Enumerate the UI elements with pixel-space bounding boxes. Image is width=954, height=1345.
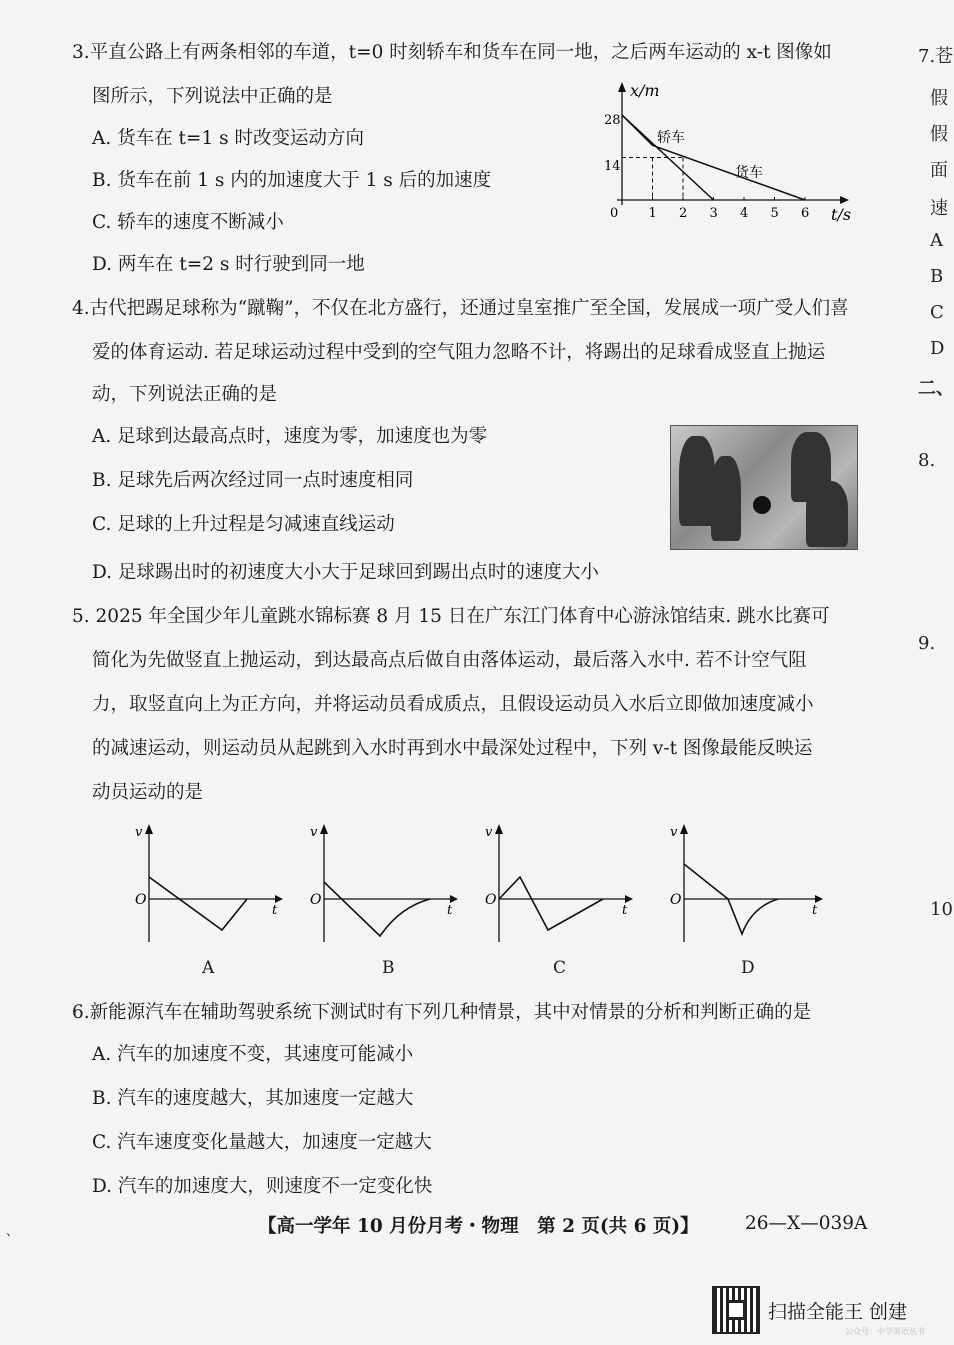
q3-stem-line1: 3.平直公路上有两条相邻的车道，t=0 时刻轿车和货车在同一地，之后两车运动的 x-t 图像如	[72, 42, 832, 63]
svg-text:t: t	[812, 903, 818, 918]
edge-q9: 9.	[918, 633, 936, 654]
svg-text:O: O	[310, 892, 322, 908]
svg-text:v: v	[485, 825, 493, 840]
xt-ytick-14: 14	[604, 159, 621, 174]
edge-char-1: 假	[930, 88, 948, 109]
footer-code: 26—X—039A	[745, 1213, 868, 1234]
xt-xtick-4: 4	[740, 206, 749, 221]
q5-choice-c: C	[553, 958, 567, 978]
q6-option-a: A. 汽车的加速度不变，其速度可能减小	[92, 1044, 414, 1065]
edge-q8: 8.	[918, 450, 936, 471]
q5-stem-line2: 简化为先做竖直上抛运动，到达最高点后做自由落体运动，最后落入水中. 若不计空气阻	[92, 650, 807, 671]
q3-option-c: C. 轿车的速度不断减小	[92, 212, 284, 233]
edge-section2: 二、	[918, 378, 954, 399]
q6-stem: 6.新能源汽车在辅助驾驶系统下测试时有下列几种情景，其中对情景的分析和判断正确的是	[72, 1002, 812, 1023]
q4-option-d: D. 足球踢出时的初速度大小大于足球回到踢出点时的速度大小	[92, 562, 599, 583]
q6-option-d: D. 汽车的加速度大，则速度不一定变化快	[92, 1176, 433, 1197]
edge-q7: 7.苍	[918, 46, 954, 67]
xt-xtick-3: 3	[709, 206, 718, 221]
edge-char-4: 速	[930, 198, 948, 219]
svg-text:O: O	[485, 892, 497, 908]
q5-choice-a: A	[202, 958, 215, 978]
svg-text:O: O	[670, 892, 682, 908]
footer-dot: 、	[6, 1224, 19, 1238]
xt-xtick-6: 6	[801, 206, 810, 221]
q3-option-b: B. 货车在前 1 s 内的加速度大于 1 s 后的加速度	[92, 170, 492, 191]
svg-text:t: t	[622, 903, 628, 918]
q5-b-curve	[324, 882, 430, 936]
edge-char-2: 假	[930, 124, 948, 145]
svg-text:O: O	[135, 892, 147, 908]
xt-y-arrow	[618, 82, 626, 92]
q5-graph-b	[300, 822, 460, 947]
q6-option-b: B. 汽车的速度越大，其加速度一定越大	[92, 1088, 414, 1109]
q5-c-curve	[499, 877, 603, 930]
q5-graph-c	[475, 822, 635, 947]
scanner-text: 扫描全能王 创建	[768, 1300, 908, 1323]
xt-xtick-2: 2	[679, 206, 688, 221]
q5-stem-line5: 动员运动的是	[92, 782, 204, 803]
q3-option-d: D. 两车在 t=2 s 时行驶到同一地	[92, 254, 365, 275]
edge-q10: 10	[930, 899, 953, 920]
qr-code-icon	[712, 1286, 760, 1334]
q5-stem-line1: 5. 2025 年全国少年儿童跳水锦标赛 8 月 15 日在广东江门体育中心游泳馆结束. 跳水比赛可	[72, 606, 830, 627]
q4-stem-line1: 4.古代把踢足球称为“蹴鞠”，不仅在北方盛行，还通过皇室推广至全国，发展成一项广受人们喜	[72, 298, 849, 319]
xt-xlabel: t/s	[831, 205, 852, 224]
q5-choice-b: B	[382, 958, 395, 978]
xt-ylabel: x/m	[630, 81, 660, 100]
edge-char-5: A	[930, 230, 943, 251]
q5-graph-d	[660, 822, 830, 947]
svg-text:t: t	[272, 903, 278, 918]
edge-char-6: B	[930, 266, 944, 287]
q4-stem-line3: 动，下列说法正确的是	[92, 384, 278, 405]
edge-char-3: 面	[930, 160, 948, 181]
footer-title: 【高一学年 10 月份月考・物理 第 2 页(共 6 页)】	[258, 1216, 699, 1237]
xt-series	[622, 115, 805, 200]
q3-option-a: A. 货车在 t=1 s 时改变运动方向	[92, 128, 364, 149]
edge-char-8: D	[930, 338, 945, 359]
edge-char-7: C	[930, 302, 944, 323]
q5-stem-line3: 力，取竖直向上为正方向，并将运动员看成质点，且假设运动员入水后立即做加速度减小	[92, 694, 814, 715]
xt-series-truck	[622, 115, 805, 200]
svg-text:t: t	[447, 903, 453, 918]
q4-option-a: A. 足球到达最高点时，速度为零，加速度也为零	[92, 426, 488, 447]
xt-ytick-28: 28	[604, 113, 621, 128]
svg-text:v: v	[135, 825, 143, 840]
svg-text:v: v	[670, 825, 678, 840]
q5-stem-line4: 的减速运动，则运动员从起跳到入水时再到水中最深处过程中，下列 v-t 图像最能反映运	[92, 738, 813, 759]
xt-xtick-1: 1	[648, 206, 657, 221]
q5-choice-d: D	[741, 958, 755, 978]
xt-xtick-5: 5	[770, 206, 779, 221]
q5-graph-a	[125, 822, 285, 947]
q4-option-b: B. 足球先后两次经过同一点时速度相同	[92, 470, 414, 491]
q4-stem-line2: 爱的体育运动. 若足球运动过程中受到的空气阻力忽略不计，将踢出的足球看成竖直上抛运	[92, 342, 826, 363]
xt-truck-label: 货车	[735, 165, 763, 181]
cuju-illustration	[670, 425, 858, 550]
q3-xt-graph	[595, 80, 860, 230]
xt-car-label: 轿车	[657, 130, 685, 146]
svg-text:v: v	[310, 825, 318, 840]
q3-stem-line2: 图所示，下列说法中正确的是	[92, 86, 333, 107]
q4-option-c: C. 足球的上升过程是匀减速直线运动	[92, 514, 395, 535]
cuju-ball	[753, 496, 771, 514]
q6-option-c: C. 汽车速度变化量越大，加速度一定越大	[92, 1132, 432, 1153]
q5-a-curve	[149, 877, 247, 930]
xt-xtick-0: 0	[610, 206, 619, 221]
xt-x-arrow	[840, 196, 849, 204]
watermark: 公众号：中学英语丛书	[845, 1327, 925, 1336]
